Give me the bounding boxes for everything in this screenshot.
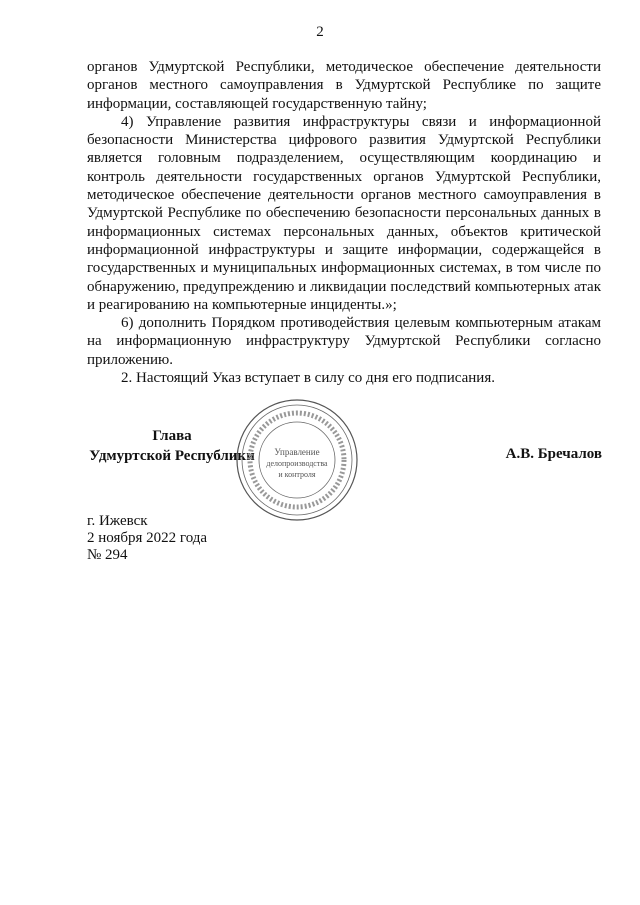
footer-date: 2 ноября 2022 года [87,530,208,546]
signatory-title-line1: Глава [152,428,192,444]
signatory-name: А.В. Бречалов [505,446,602,462]
document-body [87,58,601,387]
paragraph-clause-2: 2. Настоящий Указ вступает в силу со дня его подписания. [121,370,495,387]
page-number: 2 [316,24,324,40]
official-seal [232,395,362,525]
paragraph-item-6: 6) дополнить Порядком противодействия целевым компьютерным атакам на информационную инфраструктуру Удмуртской Республики согласно приложению. [87,315,601,368]
paragraph-item-4: 4) Управление развития инфраструктуры связи и информационной безопасности Министерства цифрового развития Удмуртской Республики является головным подразделением, осуществляющим координацию и контроль деятельности государственных органов Удмуртской Республики, методическое обеспечение деятельности органов местного самоуправления в Удмуртской Республике по обеспечению безопасности персональных данных в информационных системах персональных данных, объектов критической информационной инфраструктуры и защите информации, содержащейся в государственных и муниципальных информационных системах, в том числе по обнаружению, предупреждению и ликвидации последствий компьютерных атак и реагированию на компьютерные инциденты.»; [87,113,601,313]
footer-city: г. Ижевск [87,513,148,529]
seal-text-line3: и контроля [278,470,316,479]
signatory-title-line2: Удмуртской Республики [89,448,255,464]
seal-text-line1: Управление [274,447,320,457]
paragraph-continuation: органов Удмуртской Республики, методическое обеспечение деятельности органов местного самоуправления в Удмуртской Республике по защите информации, составляющей государственную тайну; [87,59,601,112]
document-footer [87,513,207,564]
seal-text-line2: делопроизводства [266,459,328,468]
footer-number: № 294 [87,547,128,563]
